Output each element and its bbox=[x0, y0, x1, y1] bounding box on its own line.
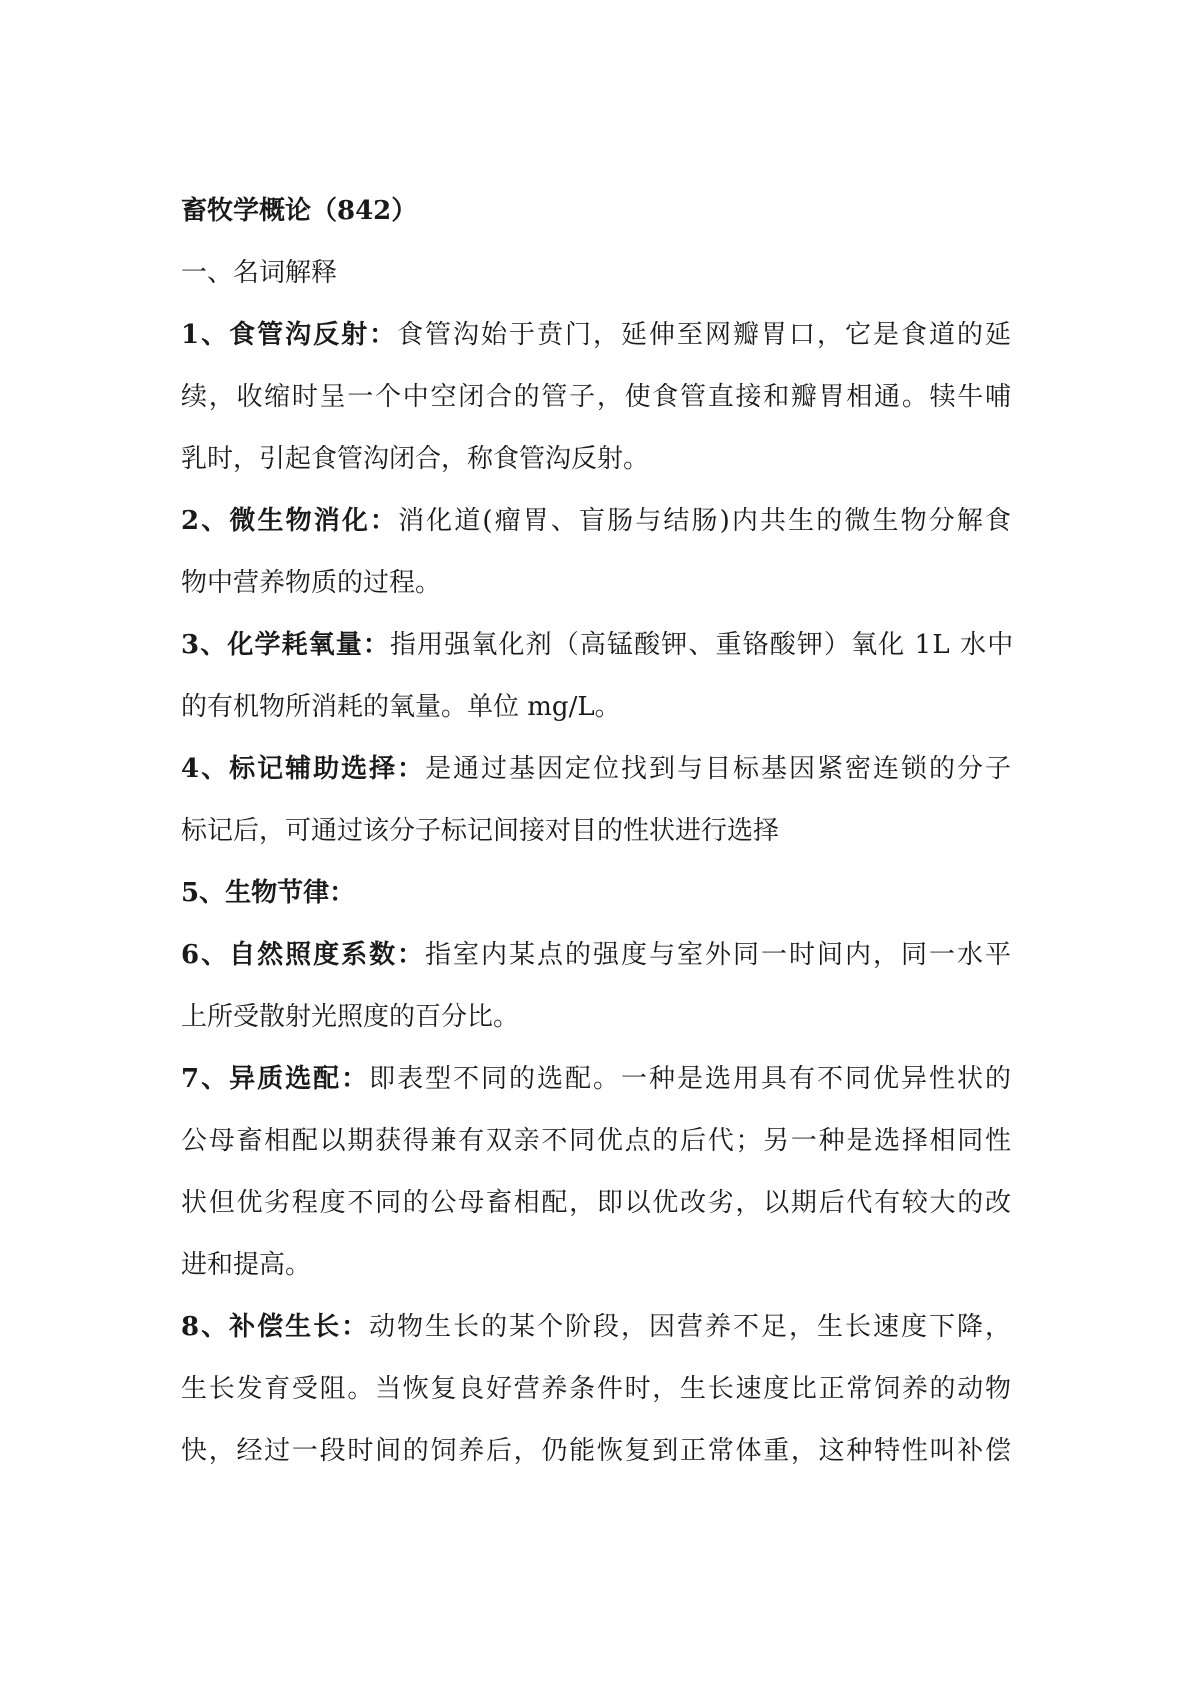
entry-1-text-line-2: 续，收缩时呈一个中空闭合的管子，使食管直接和瓣胃相通。犊牛哺 bbox=[181, 382, 1013, 412]
entry-7-term: 7、异质选配： bbox=[181, 1064, 370, 1094]
entry-5-line-1 bbox=[181, 862, 1011, 924]
entry-6-line-1 bbox=[181, 924, 1041, 986]
entry-2-term: 2、微生物消化： bbox=[181, 506, 399, 536]
entry-8-line-1 bbox=[181, 1296, 1041, 1358]
entry-1-text-line-3: 乳时，引起食管沟闭合，称食管沟反射。 bbox=[181, 444, 650, 474]
entry-3-text-line-2: 的有机物所消耗的氧量。单位 mg/L。 bbox=[181, 692, 621, 722]
entry-1-term: 1、食管沟反射： bbox=[181, 320, 398, 350]
entry-7-line-1 bbox=[181, 1048, 1041, 1110]
entry-7-text-line-3: 状但优劣程度不同的公母畜相配，即以优改劣，以期后代有较大的改 bbox=[181, 1188, 1013, 1218]
entry-4-text-line-2: 标记后，可通过该分子标记间接对目的性状进行选择 bbox=[181, 816, 780, 846]
entry-1-text-line-1: 食管沟始于贲门，延伸至网瓣胃口，它是食道的延 bbox=[397, 320, 1013, 350]
entry-3-line-1 bbox=[181, 614, 1041, 676]
entry-3-text-line-1: 指用强氧化剂（高锰酸钾、重铬酸钾）氧化 1L 水中 bbox=[390, 630, 1015, 660]
entry-7-text-line-4: 进和提高。 bbox=[181, 1250, 312, 1280]
section-heading: 一、名词解释 bbox=[181, 258, 338, 288]
entry-8-term: 8、补偿生长： bbox=[181, 1312, 370, 1342]
entry-4-line-1 bbox=[181, 738, 1041, 800]
entry-1-line-1 bbox=[181, 304, 1041, 366]
entry-2-text-line-1: 消化道(瘤胃、盲肠与结肠)内共生的微生物分解食 bbox=[398, 506, 1014, 536]
entry-6-text-line-2: 上所受散射光照度的百分比。 bbox=[181, 1002, 520, 1032]
entry-2-line-1 bbox=[181, 490, 1041, 552]
entry-2-text-line-2: 物中营养物质的过程。 bbox=[181, 568, 442, 598]
entry-4-term: 4、标记辅助选择： bbox=[181, 754, 426, 784]
entry-3-term: 3、化学耗氧量： bbox=[181, 630, 391, 660]
entry-4-text-line-1: 是通过基因定位找到与目标基因紧密连锁的分子 bbox=[425, 754, 1013, 784]
entry-6-term: 6、自然照度系数： bbox=[181, 940, 426, 970]
entry-8-text-line-2: 生长发育受阻。当恢复良好营养条件时，生长速度比正常饲养的动物 bbox=[181, 1374, 1013, 1404]
entry-5-term: 5、生物节律： bbox=[181, 878, 356, 908]
entry-8-text-line-3: 快，经过一段时间的饲养后，仍能恢复到正常体重，这种特性叫补偿 bbox=[181, 1436, 1013, 1466]
document-title: 畜牧学概论（842） bbox=[181, 196, 418, 226]
entry-7-text-line-1: 即表型不同的选配。一种是选用具有不同优异性状的 bbox=[369, 1064, 1013, 1094]
entry-7-text-line-2: 公母畜相配以期获得兼有双亲不同优点的后代；另一种是选择相同性 bbox=[181, 1126, 1013, 1156]
entry-8-text-line-1: 动物生长的某个阶段，因营养不足，生长速度下降， bbox=[369, 1312, 1013, 1342]
entry-6-text-line-1: 指室内某点的强度与室外同一时间内，同一水平 bbox=[425, 940, 1013, 970]
document-body bbox=[181, 180, 1015, 1482]
